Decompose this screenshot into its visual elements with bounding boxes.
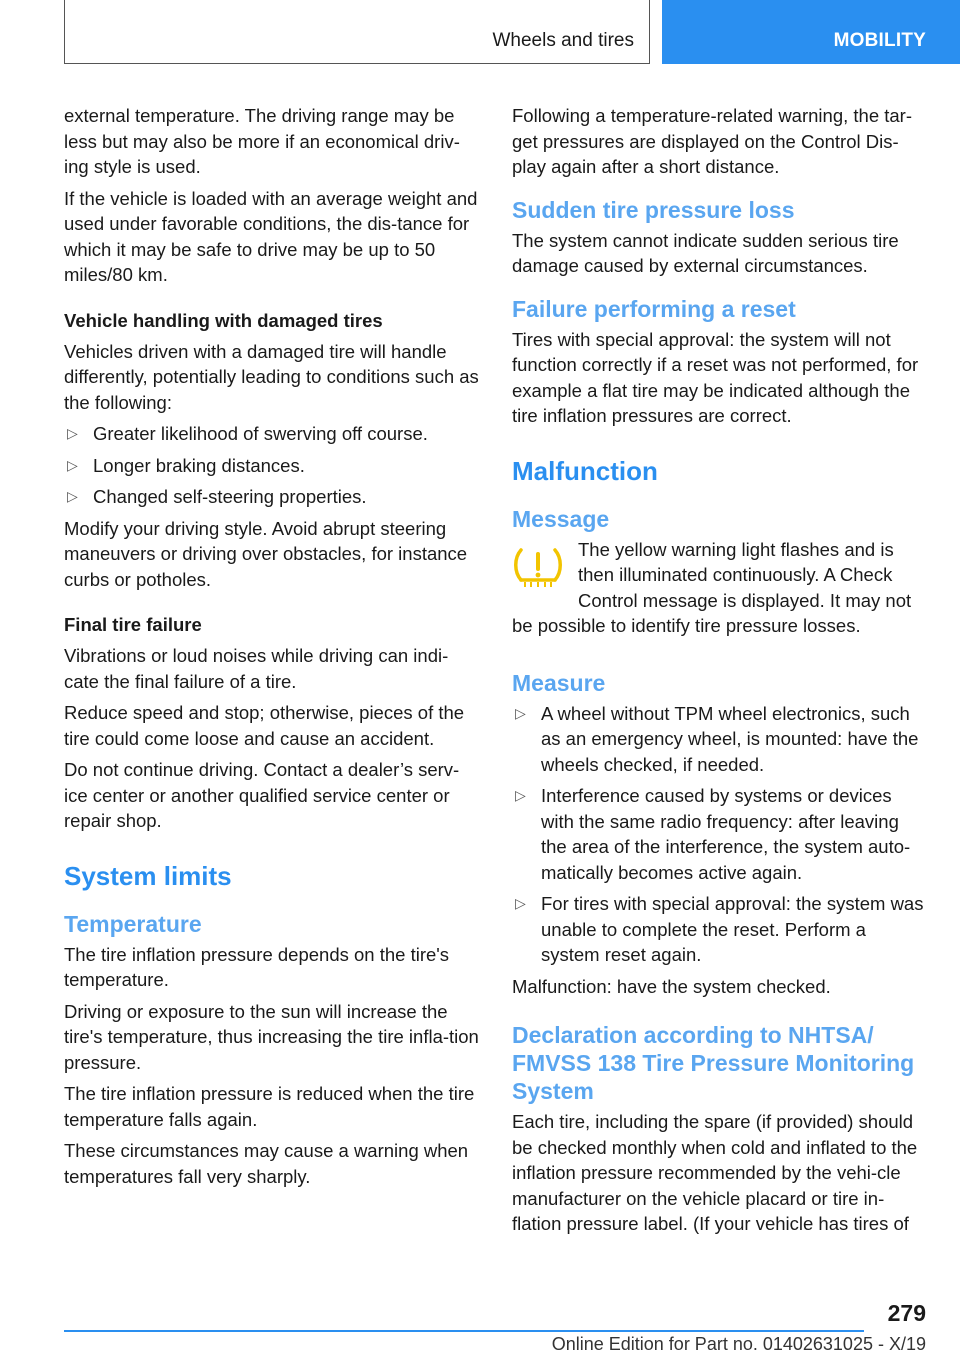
heading-declaration-nhtsa: Declaration according to NHTSA/ FMVSS 138 Tire Pressure Monitoring System — [512, 1022, 915, 1104]
paragraph: be possible to identify tire pressure losses. — [512, 615, 861, 636]
page-footer — [0, 1290, 960, 1362]
paragraph: Modify your driving style. Avoid abrupt steering maneuvers or driving over obstacles, for instance curbs or potholes. — [64, 517, 468, 590]
page-header — [0, 0, 960, 64]
list-item: ▷ Interference caused by systems or devices with the same radio frequency: after leaving the area of the interference, the system auto‐matically becomes active again. — [515, 785, 911, 883]
heading-failure-reset: Failure performing a reset — [512, 295, 796, 322]
tire-pressure-warning-icon — [512, 545, 564, 589]
subheading-vehicle-handling: Vehicle handling with damaged tires — [64, 309, 383, 331]
list-item: ▷ Changed self-steering properties. — [64, 484, 480, 510]
paragraph: Vehicles driven with a damaged tire will handle differently, potentially leading to conditions such as the following: — [64, 340, 479, 413]
page-number: 279 — [887, 1300, 926, 1326]
heading-temperature: Temperature — [64, 910, 202, 937]
triangle-bullet-icon: ▷ — [67, 425, 78, 441]
paragraph: The tire inflation pressure is reduced when the tire temperature falls again. — [64, 1083, 475, 1130]
triangle-bullet-icon: ▷ — [67, 456, 78, 473]
heading-system-limits: System limits — [64, 860, 232, 891]
paragraph: The yellow warning light flashes and is then illuminated continuously. A Check Control message is displayed. It may not — [578, 538, 912, 611]
left-column — [64, 103, 480, 1195]
paragraph: Do not continue driving. Contact a dealer’s serv‐ice center or another qualified service center or repair shop. — [64, 759, 460, 831]
bullet-list — [64, 421, 480, 510]
list-item: ▷ Greater likelihood of swerving off course. — [64, 421, 480, 447]
list-item: ▷ A wheel without TPM wheel electronics, such as an emergency wheel, is mounted: have the wheels checked, if needed. — [515, 702, 919, 775]
list-item: ▷ For tires with special approval: the system was unable to complete the reset. Perform a system reset again. — [515, 893, 924, 965]
triangle-bullet-icon: ▷ — [515, 787, 526, 803]
header-chapter-label: MOBILITY — [833, 30, 926, 51]
heading-measure: Measure — [512, 669, 606, 696]
paragraph: These circumstances may cause a warning when temperatures fall very sharply. — [64, 1140, 469, 1187]
subheading-final-tire-failure: Final tire failure — [64, 614, 202, 635]
paragraph: Reduce speed and stop; otherwise, pieces of the tire could come loose and cause an accident. — [64, 702, 465, 749]
heading-sudden-pressure-loss: Sudden tire pressure loss — [512, 196, 795, 223]
paragraph: Malfunction: have the system checked. — [512, 975, 831, 997]
footer-edition: Online Edition for Part no. 01402631025 - X/19 — [551, 1334, 926, 1354]
list-item: ▷ Longer braking distances. — [64, 453, 480, 479]
paragraph: Tires with special approval: the system will not function correctly if a reset was not performed, for example a flat tire may be indicated although the tire inflation pressures are correct. — [512, 328, 919, 426]
paragraph: Following a temperature-related warning, the tar‐get pressures are displayed on the Control Dis‐play again after a short distance. — [512, 105, 912, 177]
triangle-bullet-icon: ▷ — [515, 704, 526, 721]
paragraph: Driving or exposure to the sun will increase the tire's temperature, thus increasing the tire infla‐tion pressure. — [64, 1000, 479, 1073]
header-chapter-tab — [662, 0, 960, 64]
paragraph: The tire inflation pressure depends on the tire's temperature. — [64, 943, 450, 990]
paragraph: external temperature. The driving range may be less but may also be more if an economical driv‐ing style is used. — [64, 105, 460, 177]
footer-divider — [64, 1330, 864, 1332]
heading-malfunction: Malfunction — [512, 455, 658, 486]
heading-message: Message — [512, 505, 610, 532]
header-section-title: Wheels and tires — [492, 30, 634, 51]
triangle-bullet-icon: ▷ — [515, 895, 526, 911]
paragraph: If the vehicle is loaded with an average weight and used under favorable conditions, the dis‐tance for which it may be safe to drive may be up to 50 miles/80 km. — [64, 187, 478, 285]
bullet-list — [512, 701, 928, 968]
paragraph: Each tire, including the spare (if provided) should be checked monthly when cold and inflated to the inflation pressure recommended by the vehi‐cle manufacturer on the vehicle placard or tire in‐flation pressure label. (If your vehicle has tires of — [512, 1111, 918, 1234]
warning-message-block — [512, 537, 928, 614]
paragraph: Vibrations or loud noises while driving can indi‐cate the final failure of a tire. — [64, 645, 449, 692]
triangle-bullet-icon: ▷ — [67, 488, 78, 504]
right-column — [512, 103, 928, 1243]
paragraph: The system cannot indicate sudden serious tire damage caused by external circumstances. — [512, 229, 899, 276]
